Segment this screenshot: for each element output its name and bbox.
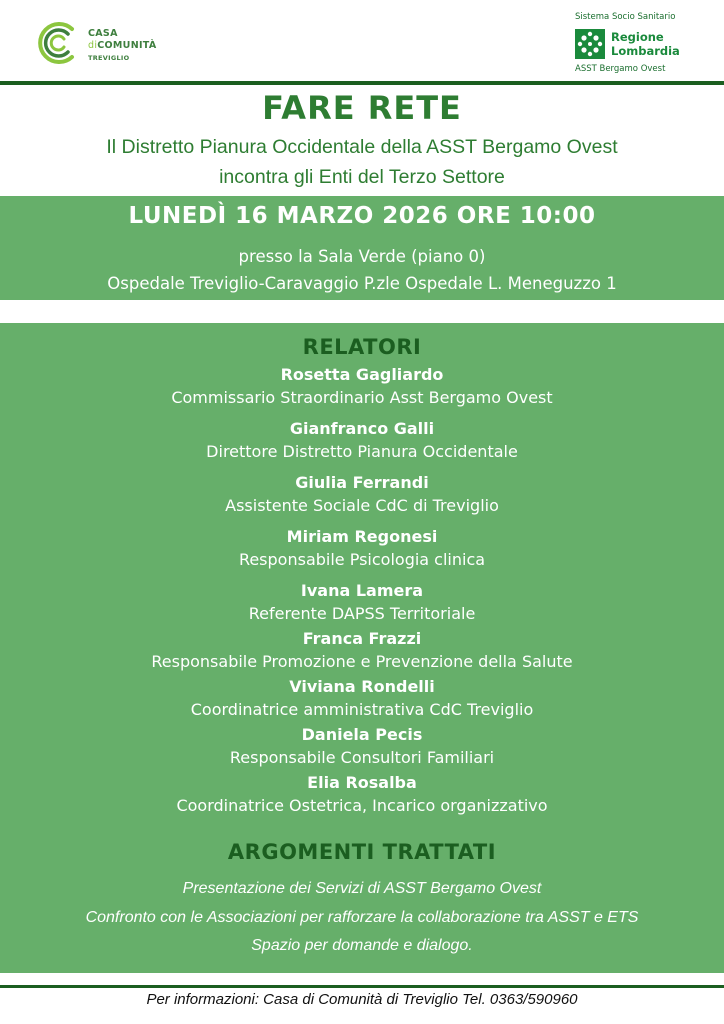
header-divider xyxy=(0,81,724,85)
regione-lombardia-logo xyxy=(570,12,700,78)
speaker-role: Direttore Distretto Pianura Occidentale xyxy=(206,442,518,461)
speaker-item xyxy=(0,417,724,463)
argomenti-heading: ARGOMENTI TRATTATI xyxy=(227,840,497,864)
footer-divider xyxy=(0,985,724,988)
speaker-role: Coordinatrice Ostetrica, Incarico organizzativo xyxy=(176,796,548,815)
casa-di-comunita-logo xyxy=(36,20,186,68)
relatori-heading: RELATORI xyxy=(302,335,422,359)
speaker-role: Commissario Straordinario Asst Bergamo Ovest xyxy=(171,388,553,407)
speaker-role: Assistente Sociale CdC di Treviglio xyxy=(225,496,499,515)
topic-item: Spazio per domande e dialogo. xyxy=(251,937,473,954)
speaker-item xyxy=(0,627,724,673)
speaker-name: Daniela Pecis xyxy=(301,725,423,744)
topics-list xyxy=(0,875,724,961)
regione-logo-name-line1: Regione xyxy=(611,30,664,44)
speakers-list xyxy=(0,363,724,817)
regione-logo-name-line2: Lombardia xyxy=(611,44,680,58)
speaker-item xyxy=(0,771,724,817)
speaker-item xyxy=(0,579,724,625)
speaker-name: Rosetta Gagliardo xyxy=(280,365,444,384)
cdc-logo-line3: TREVIGLIO xyxy=(88,54,130,62)
speaker-name: Giulia Ferrandi xyxy=(295,473,429,492)
subtitle-line1: Il Distretto Pianura Occidentale della ASST Bergamo Ovest xyxy=(106,136,618,158)
speaker-item xyxy=(0,675,724,721)
speaker-name: Miriam Regonesi xyxy=(286,527,438,546)
speaker-role: Responsabile Promozione e Prevenzione della Salute xyxy=(151,652,573,671)
speaker-role: Referente DAPSS Territoriale xyxy=(248,604,476,623)
speaker-item xyxy=(0,471,724,517)
speaker-name: Gianfranco Galli xyxy=(289,419,435,438)
event-date: LUNEDÌ 16 MARZO 2026 ORE 10:00 xyxy=(128,203,596,229)
regione-logo-top-text: Sistema Socio Sanitario xyxy=(575,12,676,22)
cdc-logo-line2-main: COMUNITÀ xyxy=(97,40,157,51)
topic-item: Confronto con le Associazioni per rafforzare la collaborazione tra ASST e ETS xyxy=(85,908,639,926)
subtitle-line2: incontra gli Enti del Terzo Settore xyxy=(219,166,505,188)
speaker-role: Responsabile Psicologia clinica xyxy=(238,550,486,569)
regione-logo-name xyxy=(611,30,680,58)
regione-logo-bottom-text: ASST Bergamo Ovest xyxy=(575,64,666,74)
topic-item: Presentazione dei Servizi di ASST Bergamo Ovest xyxy=(182,880,542,897)
event-venue-line1: presso la Sala Verde (piano 0) xyxy=(238,247,486,266)
speaker-item xyxy=(0,363,724,409)
event-venue-line2: Ospedale Treviglio-Caravaggio P.zle Ospedale L. Meneguzzo 1 xyxy=(107,274,617,293)
footer-contact: Per informazioni: Casa di Comunità di Treviglio Tel. 0363/590960 xyxy=(146,991,578,1008)
casa-di-comunita-logo-icon xyxy=(36,20,82,66)
speaker-name: Viviana Rondelli xyxy=(289,677,435,696)
speaker-role: Responsabile Consultori Familiari xyxy=(229,748,495,767)
speaker-item xyxy=(0,525,724,571)
speaker-name: Franca Frazzi xyxy=(302,629,422,648)
speaker-role: Coordinatrice amministrativa CdC Treviglio xyxy=(190,700,534,719)
rosa-camuna-icon xyxy=(575,29,605,59)
cdc-logo-line2-prefix: di xyxy=(88,40,98,51)
speaker-name: Elia Rosalba xyxy=(307,773,417,792)
speaker-name: Ivana Lamera xyxy=(300,581,424,600)
cdc-logo-line2 xyxy=(88,40,156,52)
speaker-item xyxy=(0,723,724,769)
cdc-logo-line1: CASA xyxy=(88,28,118,39)
page-title: FARE RETE xyxy=(262,89,462,127)
casa-di-comunita-wordmark xyxy=(88,28,156,64)
